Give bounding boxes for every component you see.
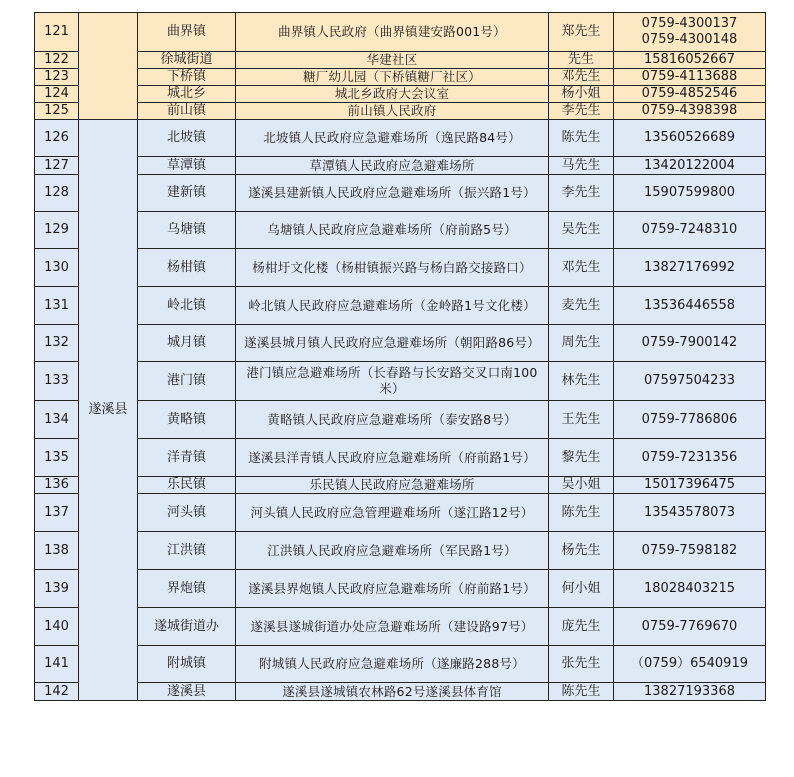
row-number: 129: [35, 212, 79, 249]
row-number: 134: [35, 401, 79, 439]
phone-number: 0759-7900142: [641, 335, 738, 350]
contact-phone: [614, 532, 766, 570]
shelter-address: 糖厂幼儿园（下桥镇糖厂社区）: [236, 69, 549, 86]
contact-phone: [614, 157, 766, 175]
table-row: [35, 157, 766, 175]
table-row: [35, 362, 766, 401]
contact-phone: [614, 608, 766, 646]
town-name: 附城镇: [138, 646, 236, 683]
table-row: [35, 646, 766, 683]
shelter-address: 遂溪县城月镇人民政府应急避难场所（朝阳路86号）: [236, 325, 549, 362]
town-name: 江洪镇: [138, 532, 236, 570]
contact-phone: [614, 570, 766, 608]
table-row: [35, 532, 766, 570]
town-name: 草潭镇: [138, 157, 236, 175]
row-number: 130: [35, 249, 79, 287]
contact-person: 黎先生: [549, 439, 614, 477]
shelter-table: [34, 12, 766, 701]
phone-number: 13536446558: [644, 297, 735, 313]
phone-number: 13420122004: [644, 157, 735, 173]
town-name: 徐城街道: [138, 52, 236, 69]
contact-person: 庞先生: [549, 608, 614, 646]
contact-phone: [614, 249, 766, 287]
town-name: 遂城街道办: [138, 608, 236, 646]
phone-number: （0759）6540919: [631, 656, 748, 671]
table-row: [35, 13, 766, 52]
shelter-address: 乐民镇人民政府应急避难场所: [236, 477, 549, 494]
contact-person: 邓先生: [549, 69, 614, 86]
town-name: 北坡镇: [138, 120, 236, 157]
town-name: 遂溪县: [138, 683, 236, 701]
contact-person: 李先生: [549, 175, 614, 212]
shelter-address: 附城镇人民政府应急避难场所（遂廉路288号）: [236, 646, 549, 683]
contact-phone: [614, 439, 766, 477]
town-name: 曲界镇: [138, 13, 236, 52]
shelter-address: 曲界镇人民政府（曲界镇建安路001号）: [236, 13, 549, 52]
contact-person: 林先生: [549, 362, 614, 401]
row-number: 122: [35, 52, 79, 69]
table-row: [35, 494, 766, 532]
row-number: 128: [35, 175, 79, 212]
town-name: 河头镇: [138, 494, 236, 532]
contact-phone: [614, 401, 766, 439]
table-row: [35, 103, 766, 120]
shelter-address: 草潭镇人民政府应急避难场所: [236, 157, 549, 175]
shelter-address: 遂溪县界炮镇人民政府应急避难场所（府前路1号）: [236, 570, 549, 608]
contact-phone: [614, 120, 766, 157]
phone-number: 15017396475: [644, 477, 735, 492]
town-name: 黄略镇: [138, 401, 236, 439]
phone-number: 15907599800: [644, 185, 735, 200]
contact-phone: [614, 86, 766, 103]
town-name: 前山镇: [138, 103, 236, 120]
contact-person: 杨小姐: [549, 86, 614, 103]
table-row: [35, 52, 766, 69]
shelter-address: 杨柑圩文化楼（杨柑镇振兴路与杨白路交接路口）: [236, 249, 549, 287]
row-number: 137: [35, 494, 79, 532]
contact-phone: [614, 325, 766, 362]
shelter-address: 华建社区: [236, 52, 549, 69]
contact-person: 吴先生: [549, 212, 614, 249]
town-name: 建新镇: [138, 175, 236, 212]
contact-person: 何小姐: [549, 570, 614, 608]
shelter-table-body: [35, 13, 766, 701]
table-row: [35, 570, 766, 608]
row-number: 139: [35, 570, 79, 608]
phone-number: 0759-4398398: [641, 103, 738, 118]
shelter-address: 港门镇应急避难场所（长春路与长安路交叉口南100米）: [236, 362, 549, 401]
shelter-address: 岭北镇人民政府应急避难场所（金岭路1号文化楼）: [236, 287, 549, 325]
town-name: 界炮镇: [138, 570, 236, 608]
town-name: 城月镇: [138, 325, 236, 362]
contact-phone: [614, 103, 766, 120]
table-row: [35, 175, 766, 212]
shelter-address: 前山镇人民政府: [236, 103, 549, 120]
town-name: 乌塘镇: [138, 212, 236, 249]
contact-phone: [614, 477, 766, 494]
town-name: 港门镇: [138, 362, 236, 401]
phone-number: 0759-4113688: [641, 69, 738, 84]
phone-number: 0759-4852546: [641, 86, 738, 101]
county-cell-orange: [79, 13, 138, 120]
row-number: 135: [35, 439, 79, 477]
contact-person: 周先生: [549, 325, 614, 362]
shelter-address: 河头镇人民政府应急管理避难场所（遂江路12号）: [236, 494, 549, 532]
contact-person: 吴小姐: [549, 477, 614, 494]
row-number: 123: [35, 69, 79, 86]
table-row: [35, 249, 766, 287]
contact-phone: [614, 175, 766, 212]
phone-number: 13543578073: [644, 504, 735, 520]
contact-phone: [614, 52, 766, 69]
contact-person: 郑先生: [549, 13, 614, 52]
row-number: 132: [35, 325, 79, 362]
table-row: [35, 287, 766, 325]
row-number: 125: [35, 103, 79, 120]
table-row: [35, 325, 766, 362]
table-row: [35, 439, 766, 477]
contact-person: 先生: [549, 52, 614, 69]
contact-phone: [614, 13, 766, 52]
phone-number: 0759-4300137: [641, 16, 738, 31]
shelter-address: 遂溪县建新镇人民政府应急避难场所（振兴路1号）: [236, 175, 549, 212]
row-number: 126: [35, 120, 79, 157]
phone-number: 0759-7231356: [641, 449, 738, 465]
phone-number: 07597504233: [644, 373, 735, 388]
shelter-address: 遂溪县洋青镇人民政府应急避难场所（府前路1号）: [236, 439, 549, 477]
table-row: [35, 683, 766, 701]
table-row: [35, 86, 766, 103]
row-number: 142: [35, 683, 79, 701]
county-cell-suixi: 遂溪县: [79, 120, 138, 701]
contact-person: 陈先生: [549, 683, 614, 701]
shelter-address: 遂溪县遂城街道办处应急避难场所（建设路97号）: [236, 608, 549, 646]
phone-number: 0759-7598182: [641, 542, 738, 558]
contact-phone: [614, 287, 766, 325]
phone-number: 0759-7248310: [641, 222, 738, 237]
contact-person: 王先生: [549, 401, 614, 439]
phone-number: 13827193368: [644, 683, 735, 699]
contact-person: 邓先生: [549, 249, 614, 287]
table-row: [35, 477, 766, 494]
table-row: [35, 212, 766, 249]
shelter-address: 遂溪县遂城镇农林路62号遂溪县体育馆: [236, 683, 549, 701]
contact-phone: [614, 69, 766, 86]
contact-phone: [614, 646, 766, 683]
shelter-address: 黄略镇人民政府应急避难场所（泰安路8号）: [236, 401, 549, 439]
row-number: 141: [35, 646, 79, 683]
table-row: [35, 401, 766, 439]
contact-phone: [614, 683, 766, 701]
contact-person: 陈先生: [549, 494, 614, 532]
phone-number: 15816052667: [644, 52, 735, 67]
row-number: 131: [35, 287, 79, 325]
contact-person: 马先生: [549, 157, 614, 175]
row-number: 140: [35, 608, 79, 646]
contact-person: 陈先生: [549, 120, 614, 157]
town-name: 岭北镇: [138, 287, 236, 325]
shelter-address: 乌塘镇人民政府应急避难场所（府前路5号）: [236, 212, 549, 249]
table-row: [35, 608, 766, 646]
town-name: 杨柑镇: [138, 249, 236, 287]
row-number: 121: [35, 13, 79, 52]
table-row: [35, 120, 766, 157]
contact-person: 张先生: [549, 646, 614, 683]
town-name: 洋青镇: [138, 439, 236, 477]
town-name: 乐民镇: [138, 477, 236, 494]
row-number: 124: [35, 86, 79, 103]
phone-number: 13560526689: [644, 130, 735, 145]
contact-person: 李先生: [549, 103, 614, 120]
contact-phone: [614, 212, 766, 249]
row-number: 133: [35, 362, 79, 401]
row-number: 127: [35, 157, 79, 175]
town-name: 城北乡: [138, 86, 236, 103]
shelter-address: 江洪镇人民政府应急避难场所（军民路1号）: [236, 532, 549, 570]
contact-person: 杨先生: [549, 532, 614, 570]
row-number: 138: [35, 532, 79, 570]
phone-number: 0759-7769670: [641, 618, 738, 634]
shelter-address: 北坡镇人民政府应急避难场所（逸民路84号）: [236, 120, 549, 157]
phone-number: 18028403215: [644, 580, 735, 596]
contact-person: 麦先生: [549, 287, 614, 325]
contact-phone: [614, 362, 766, 401]
phone-number: 0759-7786806: [641, 411, 738, 427]
shelter-address: 城北乡政府大会议室: [236, 86, 549, 103]
phone-number: 13827176992: [644, 259, 735, 275]
phone-number: 0759-4300148: [641, 32, 738, 47]
table-row: [35, 69, 766, 86]
town-name: 下桥镇: [138, 69, 236, 86]
contact-phone: [614, 494, 766, 532]
row-number: 136: [35, 477, 79, 494]
